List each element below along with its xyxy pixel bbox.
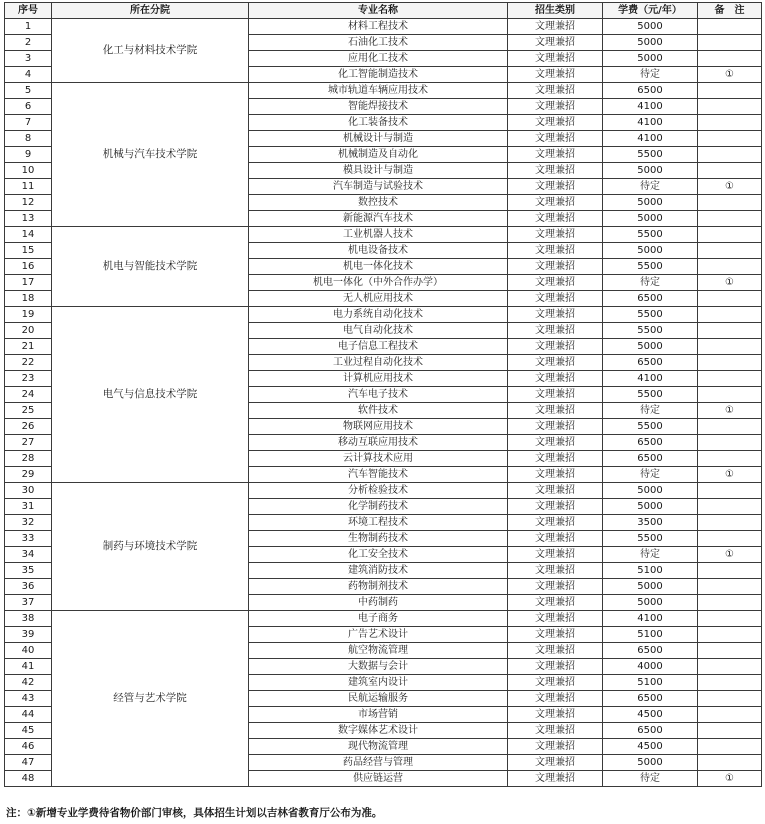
cell-remark (698, 451, 762, 467)
cell-remark (698, 211, 762, 227)
cell-no: 7 (5, 115, 52, 131)
table-row (5, 19, 762, 35)
cell-major: 物联网应用技术 (249, 419, 508, 435)
cell-category: 文理兼招 (508, 195, 603, 211)
cell-major: 新能源汽车技术 (249, 211, 508, 227)
cell-major: 机械设计与制造 (249, 131, 508, 147)
cell-major: 电子信息工程技术 (249, 339, 508, 355)
cell-category: 文理兼招 (508, 499, 603, 515)
cell-remark (698, 115, 762, 131)
cell-fee: 5100 (603, 563, 698, 579)
cell-no: 38 (5, 611, 52, 627)
cell-major: 电子商务 (249, 611, 508, 627)
header-category: 招生类别 (508, 3, 603, 19)
cell-remark (698, 51, 762, 67)
header-fee: 学费（元/年） (603, 3, 698, 19)
footnote: 注：①新增专业学费待省物价部门审核，具体招生计划以吉林省教育厅公布为准。 (6, 807, 383, 819)
cell-category: 文理兼招 (508, 19, 603, 35)
cell-major: 分析检验技术 (249, 483, 508, 499)
cell-fee: 5000 (603, 339, 698, 355)
cell-remark (698, 371, 762, 387)
cell-category: 文理兼招 (508, 371, 603, 387)
header-no: 序号 (5, 3, 52, 19)
cell-fee: 4100 (603, 115, 698, 131)
cell-category: 文理兼招 (508, 339, 603, 355)
cell-fee: 6500 (603, 723, 698, 739)
cell-remark (698, 643, 762, 659)
table-row (5, 483, 762, 499)
cell-no: 23 (5, 371, 52, 387)
cell-category: 文理兼招 (508, 707, 603, 723)
cell-fee: 5100 (603, 675, 698, 691)
cell-category: 文理兼招 (508, 451, 603, 467)
cell-remark (698, 35, 762, 51)
cell-fee: 4500 (603, 707, 698, 723)
cell-remark (698, 595, 762, 611)
cell-category: 文理兼招 (508, 675, 603, 691)
cell-remark (698, 691, 762, 707)
cell-category: 文理兼招 (508, 643, 603, 659)
cell-fee: 3500 (603, 515, 698, 531)
cell-major: 建筑室内设计 (249, 675, 508, 691)
cell-fee: 5000 (603, 755, 698, 771)
cell-fee: 5000 (603, 499, 698, 515)
cell-remark (698, 755, 762, 771)
cell-fee: 待定 (603, 403, 698, 419)
cell-fee: 5000 (603, 211, 698, 227)
cell-category: 文理兼招 (508, 259, 603, 275)
cell-category: 文理兼招 (508, 435, 603, 451)
cell-major: 机械制造及自动化 (249, 147, 508, 163)
cell-category: 文理兼招 (508, 115, 603, 131)
cell-fee: 5500 (603, 419, 698, 435)
cell-college: 制药与环境技术学院 (52, 483, 249, 611)
cell-no: 6 (5, 99, 52, 115)
cell-fee: 6500 (603, 643, 698, 659)
cell-fee: 5500 (603, 259, 698, 275)
cell-category: 文理兼招 (508, 483, 603, 499)
cell-major: 大数据与会计 (249, 659, 508, 675)
cell-no: 27 (5, 435, 52, 451)
cell-college: 化工与材料技术学院 (52, 19, 249, 83)
cell-remark (698, 499, 762, 515)
cell-category: 文理兼招 (508, 579, 603, 595)
cell-remark (698, 99, 762, 115)
cell-remark (698, 739, 762, 755)
cell-remark: ① (698, 547, 762, 563)
cell-major: 化工安全技术 (249, 547, 508, 563)
cell-category: 文理兼招 (508, 83, 603, 99)
cell-remark (698, 227, 762, 243)
cell-no: 34 (5, 547, 52, 563)
cell-no: 36 (5, 579, 52, 595)
cell-category: 文理兼招 (508, 147, 603, 163)
cell-no: 31 (5, 499, 52, 515)
cell-no: 30 (5, 483, 52, 499)
cell-category: 文理兼招 (508, 611, 603, 627)
cell-major: 电气自动化技术 (249, 323, 508, 339)
table-row (5, 307, 762, 323)
cell-remark (698, 483, 762, 499)
cell-fee: 5500 (603, 387, 698, 403)
cell-major: 中药制药 (249, 595, 508, 611)
cell-fee: 4500 (603, 739, 698, 755)
cell-remark (698, 675, 762, 691)
cell-fee: 6500 (603, 291, 698, 307)
cell-college: 机电与智能技术学院 (52, 227, 249, 307)
cell-college: 电气与信息技术学院 (52, 307, 249, 483)
cell-category: 文理兼招 (508, 131, 603, 147)
cell-college: 机械与汽车技术学院 (52, 83, 249, 227)
cell-category: 文理兼招 (508, 67, 603, 83)
cell-fee: 5500 (603, 227, 698, 243)
cell-fee: 6500 (603, 435, 698, 451)
cell-category: 文理兼招 (508, 595, 603, 611)
cell-fee: 待定 (603, 771, 698, 787)
cell-no: 40 (5, 643, 52, 659)
cell-fee: 待定 (603, 67, 698, 83)
cell-no: 48 (5, 771, 52, 787)
cell-fee: 5500 (603, 531, 698, 547)
cell-major: 汽车制造与试验技术 (249, 179, 508, 195)
cell-no: 18 (5, 291, 52, 307)
cell-remark: ① (698, 771, 762, 787)
cell-no: 21 (5, 339, 52, 355)
cell-no: 3 (5, 51, 52, 67)
cell-category: 文理兼招 (508, 323, 603, 339)
cell-remark (698, 163, 762, 179)
cell-fee: 5500 (603, 147, 698, 163)
cell-fee: 待定 (603, 467, 698, 483)
cell-fee: 6500 (603, 691, 698, 707)
cell-fee: 5000 (603, 483, 698, 499)
cell-major: 机电一体化技术 (249, 259, 508, 275)
cell-category: 文理兼招 (508, 739, 603, 755)
cell-remark: ① (698, 179, 762, 195)
cell-no: 35 (5, 563, 52, 579)
cell-major: 机电一体化（中外合作办学） (249, 275, 508, 291)
header-row (5, 3, 762, 19)
cell-category: 文理兼招 (508, 291, 603, 307)
cell-fee: 5000 (603, 579, 698, 595)
cell-remark (698, 307, 762, 323)
cell-major: 计算机应用技术 (249, 371, 508, 387)
cell-major: 工业过程自动化技术 (249, 355, 508, 371)
cell-no: 10 (5, 163, 52, 179)
cell-no: 12 (5, 195, 52, 211)
cell-no: 20 (5, 323, 52, 339)
cell-remark (698, 291, 762, 307)
cell-fee: 5000 (603, 195, 698, 211)
cell-category: 文理兼招 (508, 179, 603, 195)
cell-category: 文理兼招 (508, 227, 603, 243)
cell-no: 44 (5, 707, 52, 723)
cell-remark (698, 339, 762, 355)
cell-fee: 待定 (603, 547, 698, 563)
cell-remark (698, 707, 762, 723)
cell-fee: 5500 (603, 323, 698, 339)
cell-fee: 5100 (603, 627, 698, 643)
cell-fee: 5000 (603, 35, 698, 51)
cell-remark (698, 435, 762, 451)
cell-major: 移动互联应用技术 (249, 435, 508, 451)
cell-college: 经管与艺术学院 (52, 611, 249, 787)
cell-category: 文理兼招 (508, 755, 603, 771)
cell-remark (698, 387, 762, 403)
cell-fee: 5500 (603, 307, 698, 323)
header-major: 专业名称 (249, 3, 508, 19)
cell-remark (698, 147, 762, 163)
cell-fee: 4100 (603, 131, 698, 147)
cell-remark (698, 19, 762, 35)
cell-major: 智能焊接技术 (249, 99, 508, 115)
cell-major: 药品经营与管理 (249, 755, 508, 771)
cell-remark (698, 579, 762, 595)
cell-remark (698, 83, 762, 99)
cell-fee: 5000 (603, 243, 698, 259)
cell-remark (698, 531, 762, 547)
cell-major: 机电设备技术 (249, 243, 508, 259)
cell-category: 文理兼招 (508, 531, 603, 547)
cell-category: 文理兼招 (508, 563, 603, 579)
cell-remark (698, 627, 762, 643)
cell-no: 26 (5, 419, 52, 435)
cell-category: 文理兼招 (508, 99, 603, 115)
cell-no: 16 (5, 259, 52, 275)
cell-category: 文理兼招 (508, 51, 603, 67)
cell-no: 13 (5, 211, 52, 227)
cell-remark: ① (698, 275, 762, 291)
cell-remark: ① (698, 67, 762, 83)
cell-fee: 待定 (603, 275, 698, 291)
cell-fee: 待定 (603, 179, 698, 195)
cell-fee: 5000 (603, 19, 698, 35)
cell-category: 文理兼招 (508, 35, 603, 51)
cell-fee: 4100 (603, 611, 698, 627)
cell-category: 文理兼招 (508, 691, 603, 707)
cell-major: 汽车电子技术 (249, 387, 508, 403)
cell-fee: 6500 (603, 355, 698, 371)
cell-remark (698, 195, 762, 211)
cell-fee: 4100 (603, 99, 698, 115)
cell-remark (698, 515, 762, 531)
cell-no: 11 (5, 179, 52, 195)
cell-category: 文理兼招 (508, 307, 603, 323)
cell-category: 文理兼招 (508, 403, 603, 419)
cell-remark (698, 243, 762, 259)
enrollment-table (4, 2, 762, 787)
table-row (5, 227, 762, 243)
cell-category: 文理兼招 (508, 387, 603, 403)
cell-fee: 4000 (603, 659, 698, 675)
cell-fee: 4100 (603, 371, 698, 387)
cell-major: 模具设计与制造 (249, 163, 508, 179)
cell-category: 文理兼招 (508, 723, 603, 739)
cell-major: 应用化工技术 (249, 51, 508, 67)
cell-major: 数字媒体艺术设计 (249, 723, 508, 739)
cell-no: 45 (5, 723, 52, 739)
cell-major: 建筑消防技术 (249, 563, 508, 579)
cell-remark (698, 419, 762, 435)
cell-major: 市场营销 (249, 707, 508, 723)
cell-major: 环境工程技术 (249, 515, 508, 531)
cell-category: 文理兼招 (508, 547, 603, 563)
cell-major: 供应链运营 (249, 771, 508, 787)
cell-major: 无人机应用技术 (249, 291, 508, 307)
cell-no: 37 (5, 595, 52, 611)
cell-major: 药物制剂技术 (249, 579, 508, 595)
cell-no: 4 (5, 67, 52, 83)
cell-no: 46 (5, 739, 52, 755)
cell-fee: 6500 (603, 451, 698, 467)
cell-category: 文理兼招 (508, 419, 603, 435)
cell-no: 39 (5, 627, 52, 643)
cell-remark: ① (698, 467, 762, 483)
cell-no: 5 (5, 83, 52, 99)
cell-remark: ① (698, 403, 762, 419)
cell-remark (698, 323, 762, 339)
cell-major: 民航运输服务 (249, 691, 508, 707)
cell-no: 22 (5, 355, 52, 371)
cell-category: 文理兼招 (508, 163, 603, 179)
cell-no: 19 (5, 307, 52, 323)
cell-major: 城市轨道车辆应用技术 (249, 83, 508, 99)
cell-remark (698, 659, 762, 675)
cell-major: 现代物流管理 (249, 739, 508, 755)
cell-major: 电力系统自动化技术 (249, 307, 508, 323)
cell-major: 软件技术 (249, 403, 508, 419)
cell-major: 工业机器人技术 (249, 227, 508, 243)
cell-major: 化工智能制造技术 (249, 67, 508, 83)
cell-no: 43 (5, 691, 52, 707)
cell-major: 化工装备技术 (249, 115, 508, 131)
cell-no: 28 (5, 451, 52, 467)
cell-major: 生物制药技术 (249, 531, 508, 547)
cell-no: 47 (5, 755, 52, 771)
cell-major: 云计算技术应用 (249, 451, 508, 467)
cell-fee: 5000 (603, 595, 698, 611)
table-row (5, 83, 762, 99)
cell-category: 文理兼招 (508, 243, 603, 259)
cell-no: 14 (5, 227, 52, 243)
cell-no: 1 (5, 19, 52, 35)
cell-major: 化学制药技术 (249, 499, 508, 515)
cell-category: 文理兼招 (508, 275, 603, 291)
cell-fee: 5000 (603, 163, 698, 179)
cell-category: 文理兼招 (508, 627, 603, 643)
cell-major: 广告艺术设计 (249, 627, 508, 643)
header-remark: 备 注 (698, 3, 762, 19)
cell-no: 8 (5, 131, 52, 147)
cell-remark (698, 611, 762, 627)
cell-remark (698, 259, 762, 275)
cell-major: 航空物流管理 (249, 643, 508, 659)
cell-no: 24 (5, 387, 52, 403)
cell-no: 25 (5, 403, 52, 419)
cell-no: 32 (5, 515, 52, 531)
cell-remark (698, 131, 762, 147)
cell-remark (698, 563, 762, 579)
cell-no: 9 (5, 147, 52, 163)
cell-category: 文理兼招 (508, 467, 603, 483)
cell-no: 29 (5, 467, 52, 483)
cell-category: 文理兼招 (508, 659, 603, 675)
cell-major: 材料工程技术 (249, 19, 508, 35)
cell-fee: 5000 (603, 51, 698, 67)
cell-no: 33 (5, 531, 52, 547)
cell-no: 2 (5, 35, 52, 51)
cell-major: 数控技术 (249, 195, 508, 211)
cell-no: 15 (5, 243, 52, 259)
cell-category: 文理兼招 (508, 211, 603, 227)
header-college: 所在分院 (52, 3, 249, 19)
cell-category: 文理兼招 (508, 355, 603, 371)
cell-no: 42 (5, 675, 52, 691)
cell-category: 文理兼招 (508, 515, 603, 531)
cell-fee: 6500 (603, 83, 698, 99)
cell-no: 17 (5, 275, 52, 291)
cell-category: 文理兼招 (508, 771, 603, 787)
cell-remark (698, 355, 762, 371)
table-body (5, 19, 762, 787)
cell-remark (698, 723, 762, 739)
cell-no: 41 (5, 659, 52, 675)
table-row (5, 611, 762, 627)
cell-major: 石油化工技术 (249, 35, 508, 51)
cell-major: 汽车智能技术 (249, 467, 508, 483)
